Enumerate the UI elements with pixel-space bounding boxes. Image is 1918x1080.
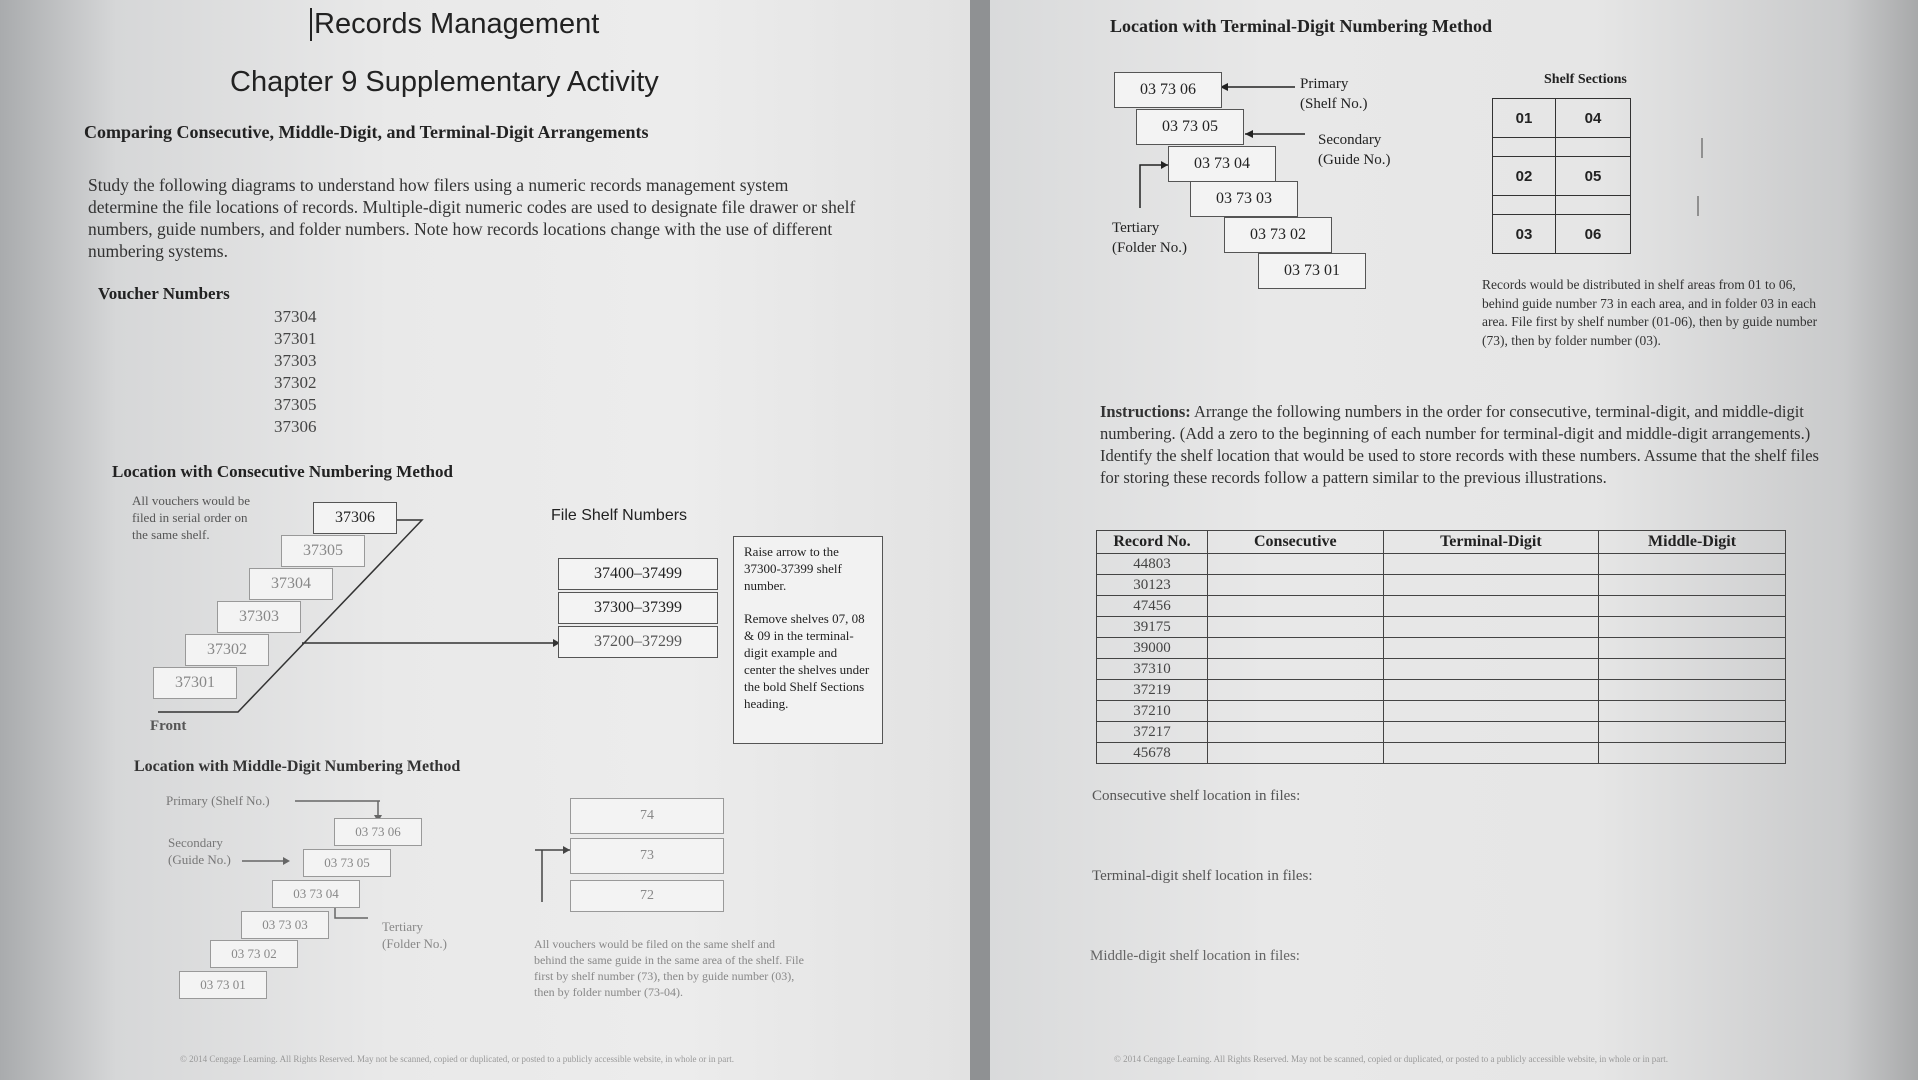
terminal-digit-cell[interactable]	[1383, 659, 1598, 680]
middle-digit-cell[interactable]	[1599, 701, 1786, 722]
middle-shelf: 73	[570, 838, 724, 874]
consecutive-record: 37304	[249, 568, 333, 600]
middle-digit-cell[interactable]	[1599, 743, 1786, 764]
consecutive-cell[interactable]	[1208, 743, 1384, 764]
voucher-heading: Voucher Numbers	[98, 284, 230, 303]
middle-digit-cell[interactable]	[1599, 596, 1786, 617]
subtitle: Comparing Consecutive, Middle-Digit, and Terminal-Digit Arrangements	[84, 122, 649, 142]
left-footer: © 2014 Cengage Learning. All Rights Reserved. May not be scanned, copied or duplicated, or posted to a publicly accessible website, in whole or in part.	[180, 1054, 734, 1064]
secondary-label-sub: (Guide No.)	[1318, 152, 1391, 168]
consecutive-record: 37305	[281, 535, 365, 567]
table-row	[1097, 575, 1786, 596]
table-row	[1097, 554, 1786, 575]
shelf-number: 37300–37399	[558, 592, 718, 624]
terminal-digit-cell[interactable]	[1383, 680, 1598, 701]
secondary-label-text: Secondary	[1318, 132, 1382, 148]
consecutive-record: 37306	[313, 502, 397, 534]
middle-shelf: 74	[570, 798, 724, 834]
middle-record: 03 73 02	[210, 940, 298, 968]
shelf-section: 02	[1492, 157, 1556, 196]
middle-tertiary-label: Tertiary (Folder No.)	[382, 919, 447, 951]
terminal-digit-cell[interactable]	[1383, 701, 1598, 722]
shelf-sections-heading: Shelf Sections	[1544, 72, 1627, 87]
middle-digit-note: All vouchers would be filed on the same shelf and behind the same guide in the same area of the shelf. File first by shelf number (73), then by guide number (03), then by folder number (73-04).	[534, 937, 804, 999]
middle-primary-label: Primary (Shelf No.)	[166, 793, 270, 808]
instructions-label: Instructions:	[1100, 402, 1191, 421]
column-header: Middle-Digit	[1599, 531, 1786, 554]
voucher-number: 37305	[274, 395, 317, 414]
consecutive-heading: Location with Consecutive Numbering Method	[112, 462, 453, 481]
terminal-digit-cell[interactable]	[1383, 722, 1598, 743]
consecutive-cell[interactable]	[1208, 617, 1384, 638]
shelf-section: 03	[1492, 215, 1556, 254]
terminal-note: Records would be distributed in shelf areas from 01 to 06, behind guide number 73 in each area, and in folder 03 in each area. File first by shelf number (01-06), then by guide number (73), then by folder number (03).	[1482, 277, 1818, 348]
table-row	[1097, 743, 1786, 764]
record-number: 37219	[1097, 680, 1208, 701]
table-row	[1097, 722, 1786, 743]
right-page	[990, 0, 1918, 1080]
middle-digit-cell[interactable]	[1599, 554, 1786, 575]
front-label: Front	[150, 718, 187, 734]
consecutive-cell[interactable]	[1208, 659, 1384, 680]
terminal-record: 03 73 04	[1168, 146, 1276, 182]
shelf-number: 37200–37299	[558, 626, 718, 658]
column-header: Consecutive	[1208, 531, 1384, 554]
middle-digit-cell[interactable]	[1599, 617, 1786, 638]
consecutive-note: All vouchers would be filed in serial order on the same shelf.	[132, 493, 251, 542]
middle-record: 03 73 04	[272, 880, 360, 908]
terminal-digit-cell[interactable]	[1383, 554, 1598, 575]
answer-line-terminal[interactable]: Terminal-digit shelf location in files:	[1092, 868, 1313, 884]
consecutive-cell[interactable]	[1208, 680, 1384, 701]
instruction-text-2: Remove shelves 07, 08 & 09 in the terminal-digit example and center the shelves under the bold Shelf Sections heading.	[744, 611, 870, 711]
answer-line-consecutive[interactable]: Consecutive shelf location in files:	[1092, 788, 1301, 804]
shelf-section: 01	[1492, 98, 1556, 138]
primary-label-text: Primary	[1300, 76, 1349, 92]
record-number: 39175	[1097, 617, 1208, 638]
middle-shelf: 72	[570, 880, 724, 912]
tertiary-label	[1112, 218, 1187, 258]
consecutive-cell[interactable]	[1208, 701, 1384, 722]
table-row	[1097, 617, 1786, 638]
terminal-digit-cell[interactable]	[1383, 617, 1598, 638]
terminal-heading: Location with Terminal-Digit Numbering Method	[1110, 16, 1493, 36]
consecutive-record: 37301	[153, 667, 237, 699]
shelf-sections-grid	[1492, 98, 1632, 254]
middle-digit-cell[interactable]	[1599, 659, 1786, 680]
instruction-text-1: Raise arrow to the 37300-37399 shelf number.	[744, 544, 842, 593]
primary-label	[1300, 74, 1368, 114]
middle-record: 03 73 03	[241, 911, 329, 939]
intro-paragraph: Study the following diagrams to understand how filers using a numeric records management system determine the file locations of records. Multiple-digit numeric codes are used to designate file drawer or shelf numbers, guide numbers, and folder numbers. Note how records locations change with the use of different numbering systems.	[88, 175, 856, 261]
column-header: Record No.	[1097, 531, 1208, 554]
column-header: Terminal-Digit	[1383, 531, 1598, 554]
middle-digit-cell[interactable]	[1599, 575, 1786, 596]
record-number: 47456	[1097, 596, 1208, 617]
records-table	[1096, 530, 1786, 764]
voucher-number: 37303	[274, 351, 317, 370]
table-row	[1097, 638, 1786, 659]
consecutive-cell[interactable]	[1208, 638, 1384, 659]
tertiary-label-sub: (Folder No.)	[1112, 240, 1187, 256]
terminal-record: 03 73 03	[1190, 181, 1298, 217]
shelf-section: 05	[1556, 157, 1631, 196]
instructions-text: Arrange the following numbers in the order for consecutive, terminal-digit, and middle-digit numbering. (Add a zero to the beginning of each number for terminal-digit and middle-digit arrangements.) Identify the shelf location that would be used to store records with these numbers. Assume that the shelf files for storing these records follow a pattern similar to the previous illustrations.	[1100, 402, 1819, 487]
voucher-number: 37304	[274, 307, 317, 326]
instructions-paragraph	[1100, 401, 1835, 489]
terminal-digit-cell[interactable]	[1383, 575, 1598, 596]
shelf-number: 37400–37499	[558, 558, 718, 590]
record-number: 44803	[1097, 554, 1208, 575]
middle-record: 03 73 06	[334, 818, 422, 846]
record-number: 45678	[1097, 743, 1208, 764]
right-footer: © 2014 Cengage Learning. All Rights Reserved. May not be scanned, copied or duplicated, or posted to a publicly accessible website, in whole or in part.	[1114, 1054, 1668, 1064]
record-number: 39000	[1097, 638, 1208, 659]
consecutive-cell[interactable]	[1208, 722, 1384, 743]
file-shelf-heading: File Shelf Numbers	[551, 507, 688, 524]
consecutive-cell[interactable]	[1208, 554, 1384, 575]
middle-secondary-label: Secondary (Guide No.)	[168, 835, 231, 867]
shelf-section: 06	[1556, 215, 1631, 254]
voucher-number: 37301	[274, 329, 317, 348]
secondary-label	[1318, 130, 1390, 170]
shelf-section: 04	[1556, 98, 1631, 138]
consecutive-cell[interactable]	[1208, 575, 1384, 596]
instruction-callout	[733, 536, 883, 744]
terminal-digit-cell[interactable]	[1383, 743, 1598, 764]
middle-record: 03 73 01	[179, 971, 267, 999]
terminal-record: 03 73 06	[1114, 72, 1222, 108]
middle-digit-heading: Location with Middle-Digit Numbering Method	[134, 758, 461, 775]
table-header-row	[1097, 531, 1786, 554]
record-number: 30123	[1097, 575, 1208, 596]
voucher-number: 37306	[274, 417, 317, 436]
consecutive-record: 37303	[217, 601, 301, 633]
consecutive-record: 37302	[185, 634, 269, 666]
chapter-title: Chapter 9 Supplementary Activity	[230, 66, 659, 98]
tertiary-label-text: Tertiary	[1112, 220, 1160, 236]
primary-label-sub: (Shelf No.)	[1300, 96, 1368, 112]
middle-record: 03 73 05	[303, 849, 391, 877]
page-header: Records Management	[310, 8, 599, 41]
answer-line-middle[interactable]: Middle-digit shelf location in files:	[1090, 948, 1300, 964]
record-number: 37310	[1097, 659, 1208, 680]
table-row	[1097, 596, 1786, 617]
terminal-digit-cell[interactable]	[1383, 638, 1598, 659]
terminal-record: 03 73 02	[1224, 217, 1332, 253]
consecutive-cell[interactable]	[1208, 596, 1384, 617]
terminal-digit-cell[interactable]	[1383, 596, 1598, 617]
record-number: 37217	[1097, 722, 1208, 743]
table-row	[1097, 659, 1786, 680]
record-number: 37210	[1097, 701, 1208, 722]
terminal-record: 03 73 05	[1136, 109, 1244, 145]
middle-digit-cell[interactable]	[1599, 722, 1786, 743]
voucher-number: 37302	[274, 373, 317, 392]
middle-digit-cell[interactable]	[1599, 680, 1786, 701]
table-row	[1097, 701, 1786, 722]
terminal-record: 03 73 01	[1258, 253, 1366, 289]
table-row	[1097, 680, 1786, 701]
middle-digit-cell[interactable]	[1599, 638, 1786, 659]
